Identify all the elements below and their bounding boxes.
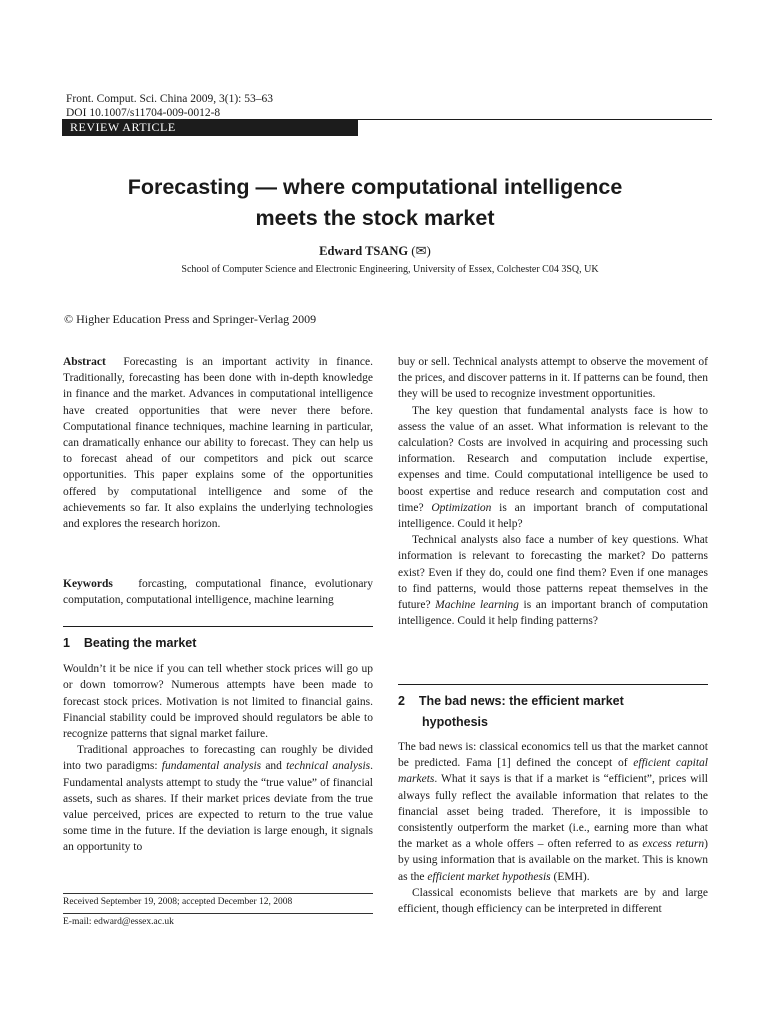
keywords-label: Keywords <box>63 578 113 590</box>
section-2-para-1: The bad news is: classical economics tell us that the market cannot be predicted. Fama [1] defined the concept of efficient capital markets. What it says is that if a market is “efficient”, prices will always fully reflect the available information that relates to the financial asset being traded. Therefore, it is impossible to consistently outperform the market (i.e., earning more than what the market as a whole offers – often referred to as excess return) by using information that is available on the market. This is known as the efficient market hypothesis (EMH). <box>398 741 709 883</box>
section-1-rule <box>63 626 373 627</box>
section-1-para-1: Wouldn’t it be nice if you can tell whether stock prices will go up or down tomorrow? Numerous attempts have been made to forecast stock prices. Motivation is not limited to financial gains. Financial stability could be improved should regulators be able to recognize patterns that signal market failure. <box>63 663 373 741</box>
author-name: Edward TSANG <box>319 244 409 258</box>
article-type-banner <box>62 119 712 136</box>
footnote-rule <box>63 893 373 894</box>
section-2-heading <box>398 691 708 733</box>
section-1-heading <box>63 635 373 651</box>
section-1-number: 1 <box>63 636 70 650</box>
right-para-1: buy or sell. Technical analysts attempt to observe the movement of the prices, and discover patterns in it. If patterns can be found, then they will be used to recognize investment opportunities. <box>398 356 708 401</box>
section-1-para-2: Traditional approaches to forecasting can roughly be divided into two paradigms: fundamental analysis and technical analysis. Fundamental analysts attempt to study the “true value” of financial assets, such as shares. If their market prices deviate from the true value perceived, prices are expected to return to the true value some time in the future. If the deviation is large enough, it signals an opportunity to <box>63 744 373 854</box>
footnote-rule-2 <box>63 913 373 914</box>
paper-title <box>60 172 690 234</box>
journal-header <box>66 92 273 120</box>
author <box>60 243 690 259</box>
right-para-3: Technical analysts also face a number of key questions. What information is relevant to forecasting the market? Do patterns exist? Even if they do, could one find them? Even if one manages to find patterns, would those patterns repeat themselves in the future? Machine learning is an important branch of computation intelligence. Could it help finding patterns? <box>398 534 708 628</box>
section-2-title-line-1: The bad news: the efficient market <box>418 694 624 708</box>
banner-rule <box>358 119 712 120</box>
section-1 <box>63 626 373 856</box>
keywords <box>63 576 373 608</box>
email-note: E-mail: edward@essex.ac.uk <box>63 917 174 927</box>
section-1-title: Beating the market <box>83 636 197 650</box>
keywords-text: forcasting, computational finance, evolutionary computation, computational intelligence, machine learning <box>63 578 374 607</box>
abstract-text: Forecasting is an important activity in finance. Traditionally, forecasting has been done with in-depth knowledge in finance and the market. Advances in computational intelligence have created opportunities that were never there before. Computational finance techniques, machine learning in particular, can dramatically enhance our ability to forecast. They can help us to forecast ahead of our competitors and pick out scarce opportunities. This paper explains some of the opportunities offered by computational intelligence and some of the achievements so far. It also explains the underlying technologies and explores the research horizon. <box>63 356 373 531</box>
title-line-1: Forecasting — where computational intelligence <box>127 175 623 199</box>
abstract <box>63 354 373 532</box>
right-column <box>398 354 708 629</box>
section-2-rule <box>398 684 708 685</box>
journal-citation: Front. Comput. Sci. China 2009, 3(1): 53–63 <box>66 93 273 105</box>
affiliation: School of Computer Science and Electronic Engineering, University of Essex, Colchester C04 3SQ, UK <box>181 264 599 275</box>
copyright: © Higher Education Press and Springer-Verlag 2009 <box>64 312 317 326</box>
right-para-2: The key question that fundamental analysts face is how to assess the value of an asset. What information is relevant to the calculation? Costs are involved in acquiring and processing such information. Research and computation include expertise, expenses and time. Could computational intelligence be used to boost expertise and reduce research and computation cost and time? Optimization is an important branch of computational intelligence. Could it help? <box>398 404 708 531</box>
section-2-para-2: Classical economists believe that markets are by and large efficient, though efficiency can be interpreted in different <box>398 886 708 916</box>
title-line-2: meets the stock market <box>255 206 495 230</box>
abstract-label: Abstract <box>63 356 106 368</box>
section-2-title-line-2: hypothesis <box>422 715 488 729</box>
received-note: Received September 19, 2008; accepted December 12, 2008 <box>63 897 293 907</box>
envelope-icon: (✉) <box>411 243 431 258</box>
section-2 <box>398 684 708 917</box>
article-type-label: REVIEW ARTICLE <box>62 119 358 136</box>
doi: DOI 10.1007/s11704-009-0012-8 <box>66 107 221 119</box>
section-2-number: 2 <box>398 694 405 708</box>
